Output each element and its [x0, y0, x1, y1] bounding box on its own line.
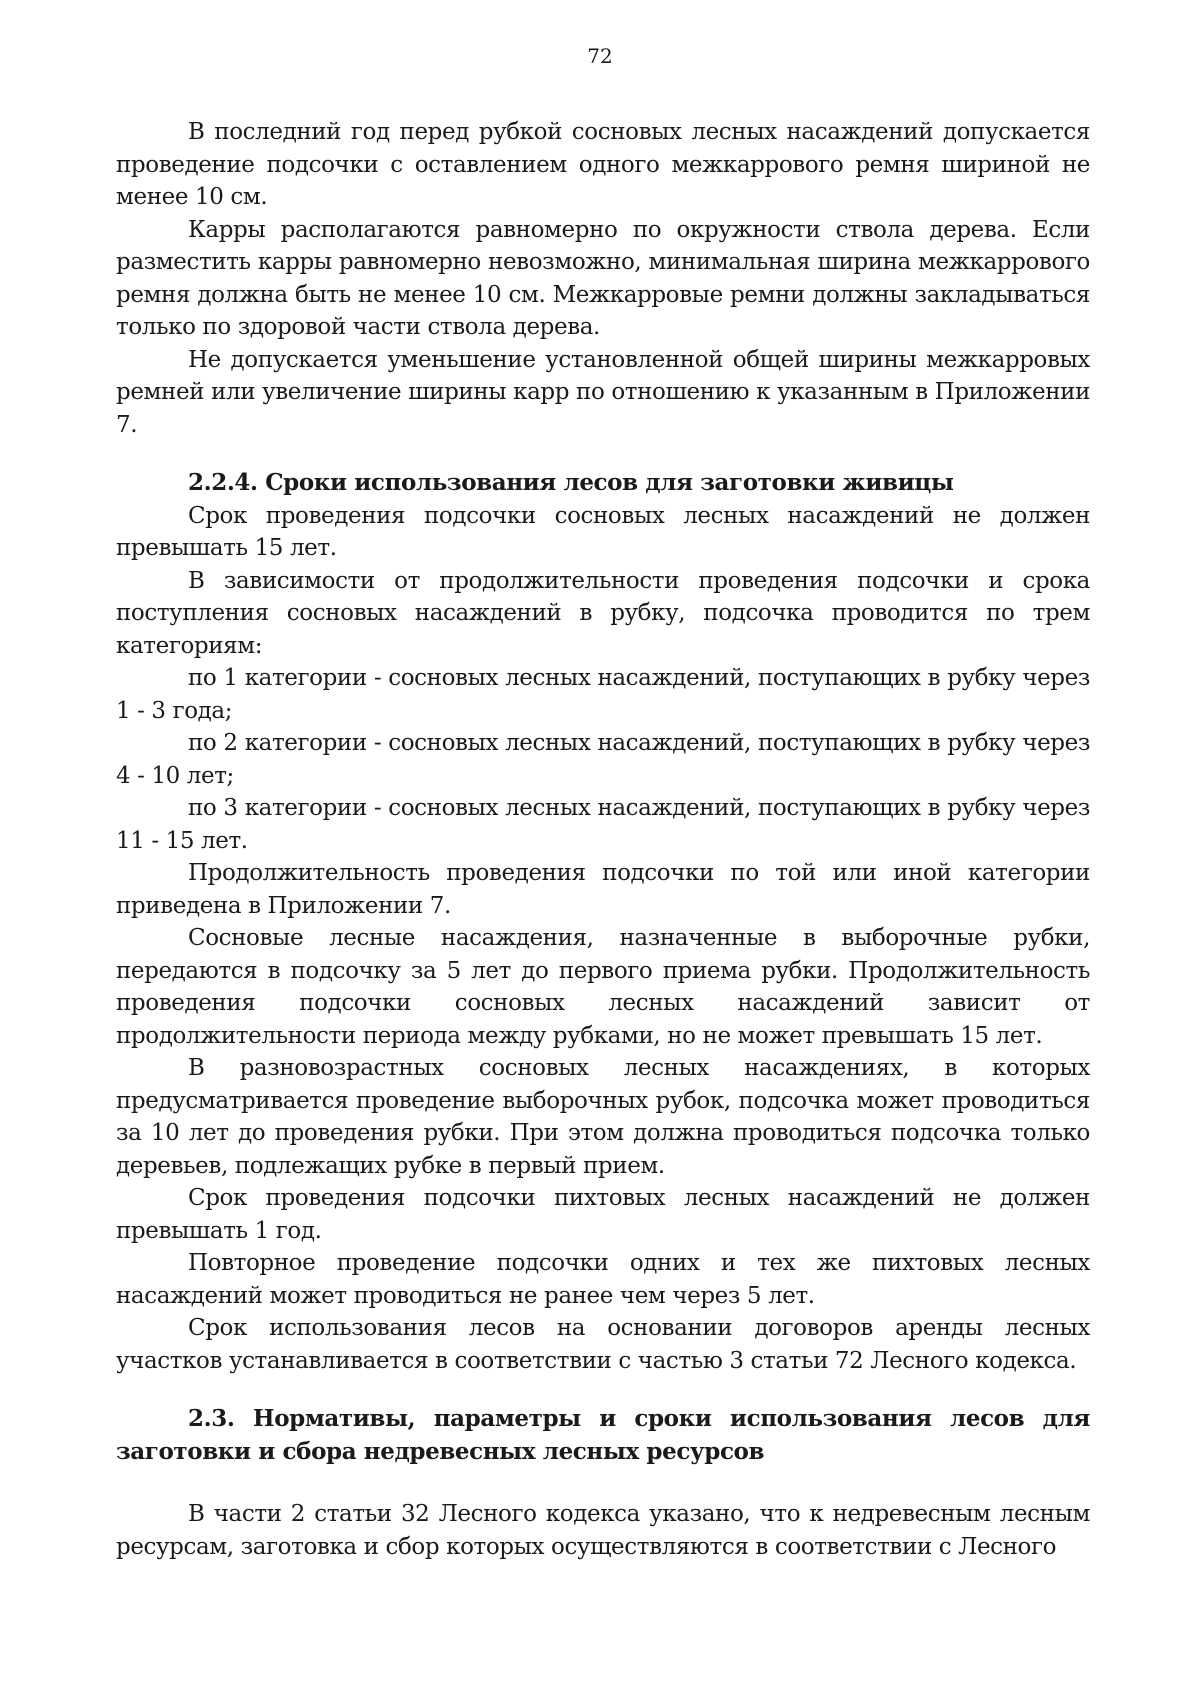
paragraph: Карры располагаются равномерно по окружности ствола дерева. Если разместить карры равномерно невозможно, минимальная ширина межкаррового ремня должна быть не менее 10 см. Межкарровые ремни должны закладываться только по здоровой части ствола дерева.: [116, 216, 1090, 340]
paragraph: Срок использования лесов на основании договоров аренды лесных участков устанавливается в соответствии с частью 3 статьи 72 Лесного кодекса.: [116, 1315, 1090, 1374]
list-item-category-3: по 3 категории - сосновых лесных насаждений, поступающих в рубку через 11 - 15 лет.: [116, 795, 1090, 854]
section-heading-2-3: 2.3. Нормативы, параметры и сроки использования лесов для заготовки и сбора недревесных лесных ресурсов: [116, 1405, 1090, 1465]
section-heading-2-2-4: 2.2.4. Сроки использования лесов для заготовки живицы: [188, 469, 954, 496]
paragraph: В зависимости от продолжительности проведения подсочки и срока поступления сосновых насаждений в рубку, подсочка проводится по трем категориям:: [116, 567, 1090, 659]
paragraph: Срок проведения подсочки сосновых лесных насаждений не должен превышать 15 лет.: [116, 502, 1090, 561]
list-item-category-2: по 2 категории - сосновых лесных насаждений, поступающих в рубку через 4 - 10 лет;: [116, 730, 1090, 789]
spacer: [116, 1377, 1090, 1403]
spacer: [116, 1468, 1090, 1498]
spacer: [116, 441, 1090, 467]
list-item-category-1: по 1 категории - сосновых лесных насаждений, поступающих в рубку через 1 - 3 года;: [116, 665, 1090, 724]
document-body: [116, 116, 1090, 1563]
paragraph: Продолжительность проведения подсочки по той или иной категории приведена в Приложении 7.: [116, 860, 1090, 919]
paragraph: Не допускается уменьшение установленной общей ширины межкарровых ремней или увеличение ширины карр по отношению к указанным в Приложении 7.: [116, 346, 1090, 438]
paragraph: В части 2 статьи 32 Лесного кодекса указано, что к недревесным лесным ресурсам, заготовка и сбор которых осуществляются в соответствии с Лесного: [116, 1501, 1090, 1560]
paragraph: Повторное проведение подсочки одних и тех же пихтовых лесных насаждений может проводиться не ранее чем через 5 лет.: [116, 1250, 1090, 1309]
page-number: 72: [587, 44, 613, 68]
paragraph: В последний год перед рубкой сосновых лесных насаждений допускается проведение подсочки с оставлением одного межкаррового ремня шириной не менее 10 см.: [116, 119, 1090, 210]
paragraph: В разновозрастных сосновых лесных насаждениях, в которых предусматривается проведение выборочных рубок, подсочка может проводиться за 10 лет до проведения рубки. При этом должна проводиться подсочка только деревьев, подлежащих рубке в первый прием.: [116, 1055, 1090, 1179]
paragraph: Сосновые лесные насаждения, назначенные в выборочные рубки, передаются в подсочку за 5 лет до первого приема рубки. Продолжительность проведения подсочки сосновых лесных насаждений зависит от продолжительности периода между рубками, но не может превышать 15 лет.: [116, 925, 1090, 1049]
paragraph: Срок проведения подсочки пихтовых лесных насаждений не должен превышать 1 год.: [116, 1185, 1090, 1244]
